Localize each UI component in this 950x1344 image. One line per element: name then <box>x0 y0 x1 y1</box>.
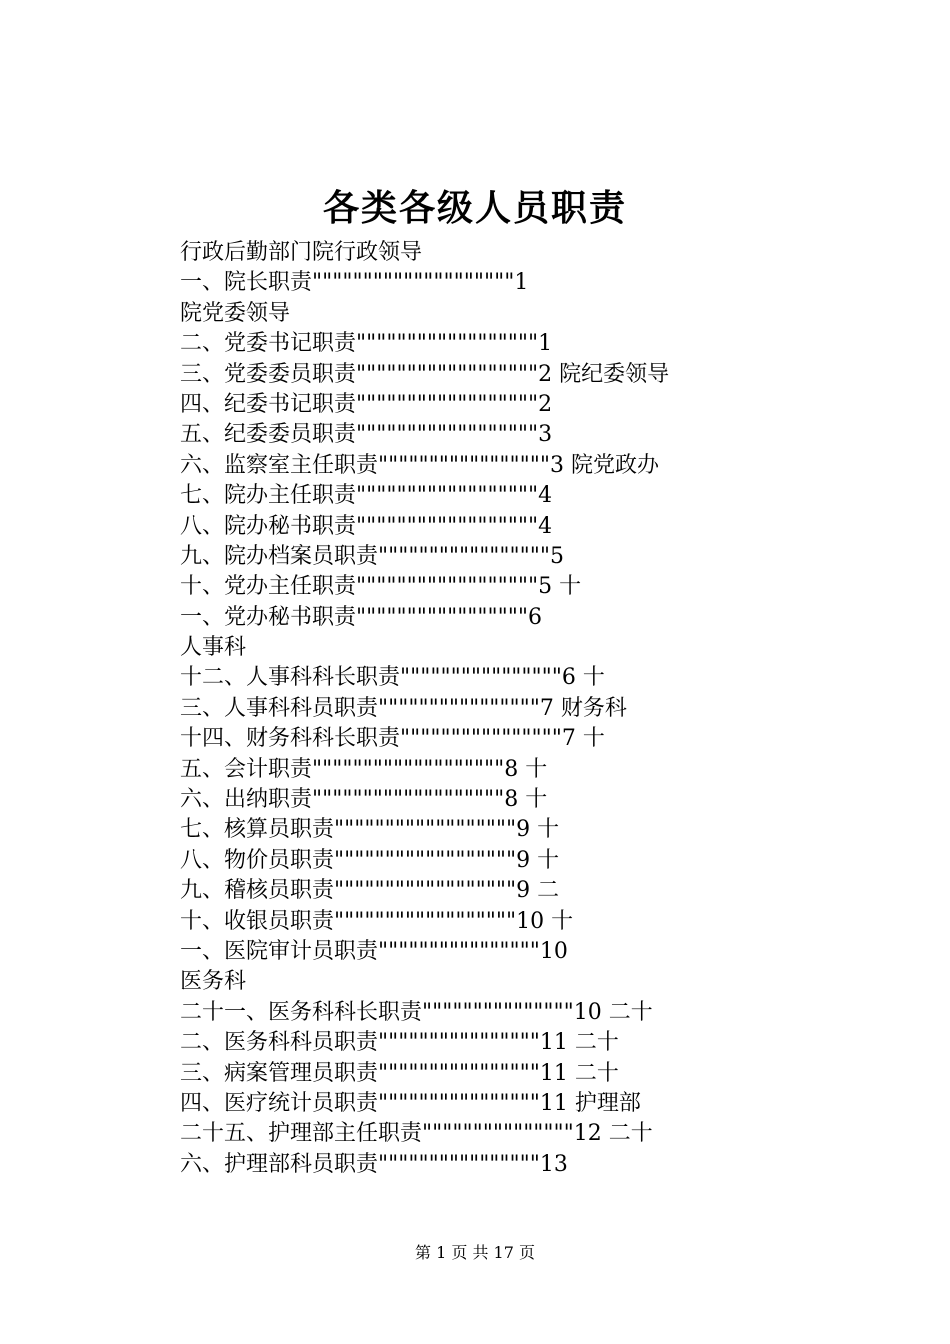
toc-line: 四、医疗统计员职责""""""""""""""""11 护理部 <box>180 1090 641 1116</box>
toc-line: 医务科 <box>180 969 247 995</box>
toc-line: 三、党委委员职责""""""""""""""""""2 院纪委领导 <box>180 361 670 387</box>
toc-line: 九、稽核员职责""""""""""""""""""9 二 <box>180 878 560 904</box>
toc-line: 六、护理部科员职责""""""""""""""""13 <box>180 1151 568 1177</box>
toc-line: 一、党办秘书职责"""""""""""""""""6 <box>180 604 543 630</box>
toc-line: 六、出纳职责"""""""""""""""""""8 十 <box>180 787 548 813</box>
toc-line: 院党委领导 <box>180 300 291 326</box>
toc-line: 六、监察室主任职责"""""""""""""""""3 院党政办 <box>180 452 660 478</box>
toc-line: 二、医务科科员职责""""""""""""""""11 二十 <box>180 1030 619 1056</box>
page-footer: 第 1 页 共 17 页 <box>415 1243 535 1262</box>
toc-line: 七、院办主任职责""""""""""""""""""4 <box>180 483 553 509</box>
toc-line: 二十五、护理部主任职责"""""""""""""""12 二十 <box>180 1121 653 1147</box>
toc-line: 十二、人事科科长职责""""""""""""""""6 十 <box>180 665 605 691</box>
toc-line: 七、核算员职责""""""""""""""""""9 十 <box>180 817 560 843</box>
toc-line: 一、院长职责""""""""""""""""""""1 <box>180 270 529 296</box>
toc-line: 九、院办档案员职责"""""""""""""""""5 <box>180 543 565 569</box>
toc-line: 八、院办秘书职责""""""""""""""""""4 <box>180 513 553 539</box>
toc-line: 四、纪委书记职责""""""""""""""""""2 <box>180 391 553 417</box>
table-of-contents <box>180 238 780 1180</box>
toc-line: 三、病案管理员职责""""""""""""""""11 二十 <box>180 1060 619 1086</box>
toc-line: 五、会计职责"""""""""""""""""""8 十 <box>180 756 548 782</box>
toc-line: 行政后勤部门院行政领导 <box>180 240 423 265</box>
toc-line: 人事科 <box>180 635 247 661</box>
toc-line: 二、党委书记职责""""""""""""""""""1 <box>180 331 553 357</box>
toc-line: 十、党办主任职责""""""""""""""""""5 十 <box>180 574 582 600</box>
toc-line: 五、纪委委员职责""""""""""""""""""3 <box>180 422 553 448</box>
toc-line: 三、人事科科员职责""""""""""""""""7 财务科 <box>180 695 627 721</box>
document-title: 各类各级人员职责 <box>322 187 627 229</box>
toc-line: 十四、财务科科长职责""""""""""""""""7 十 <box>180 726 605 752</box>
toc-line: 八、物价员职责""""""""""""""""""9 十 <box>180 847 560 873</box>
toc-line: 一、医院审计员职责""""""""""""""""10 <box>180 938 568 964</box>
toc-line: 二十一、医务科科长职责"""""""""""""""10 二十 <box>180 999 653 1025</box>
toc-line: 十、收银员职责""""""""""""""""""10 十 <box>180 908 574 934</box>
